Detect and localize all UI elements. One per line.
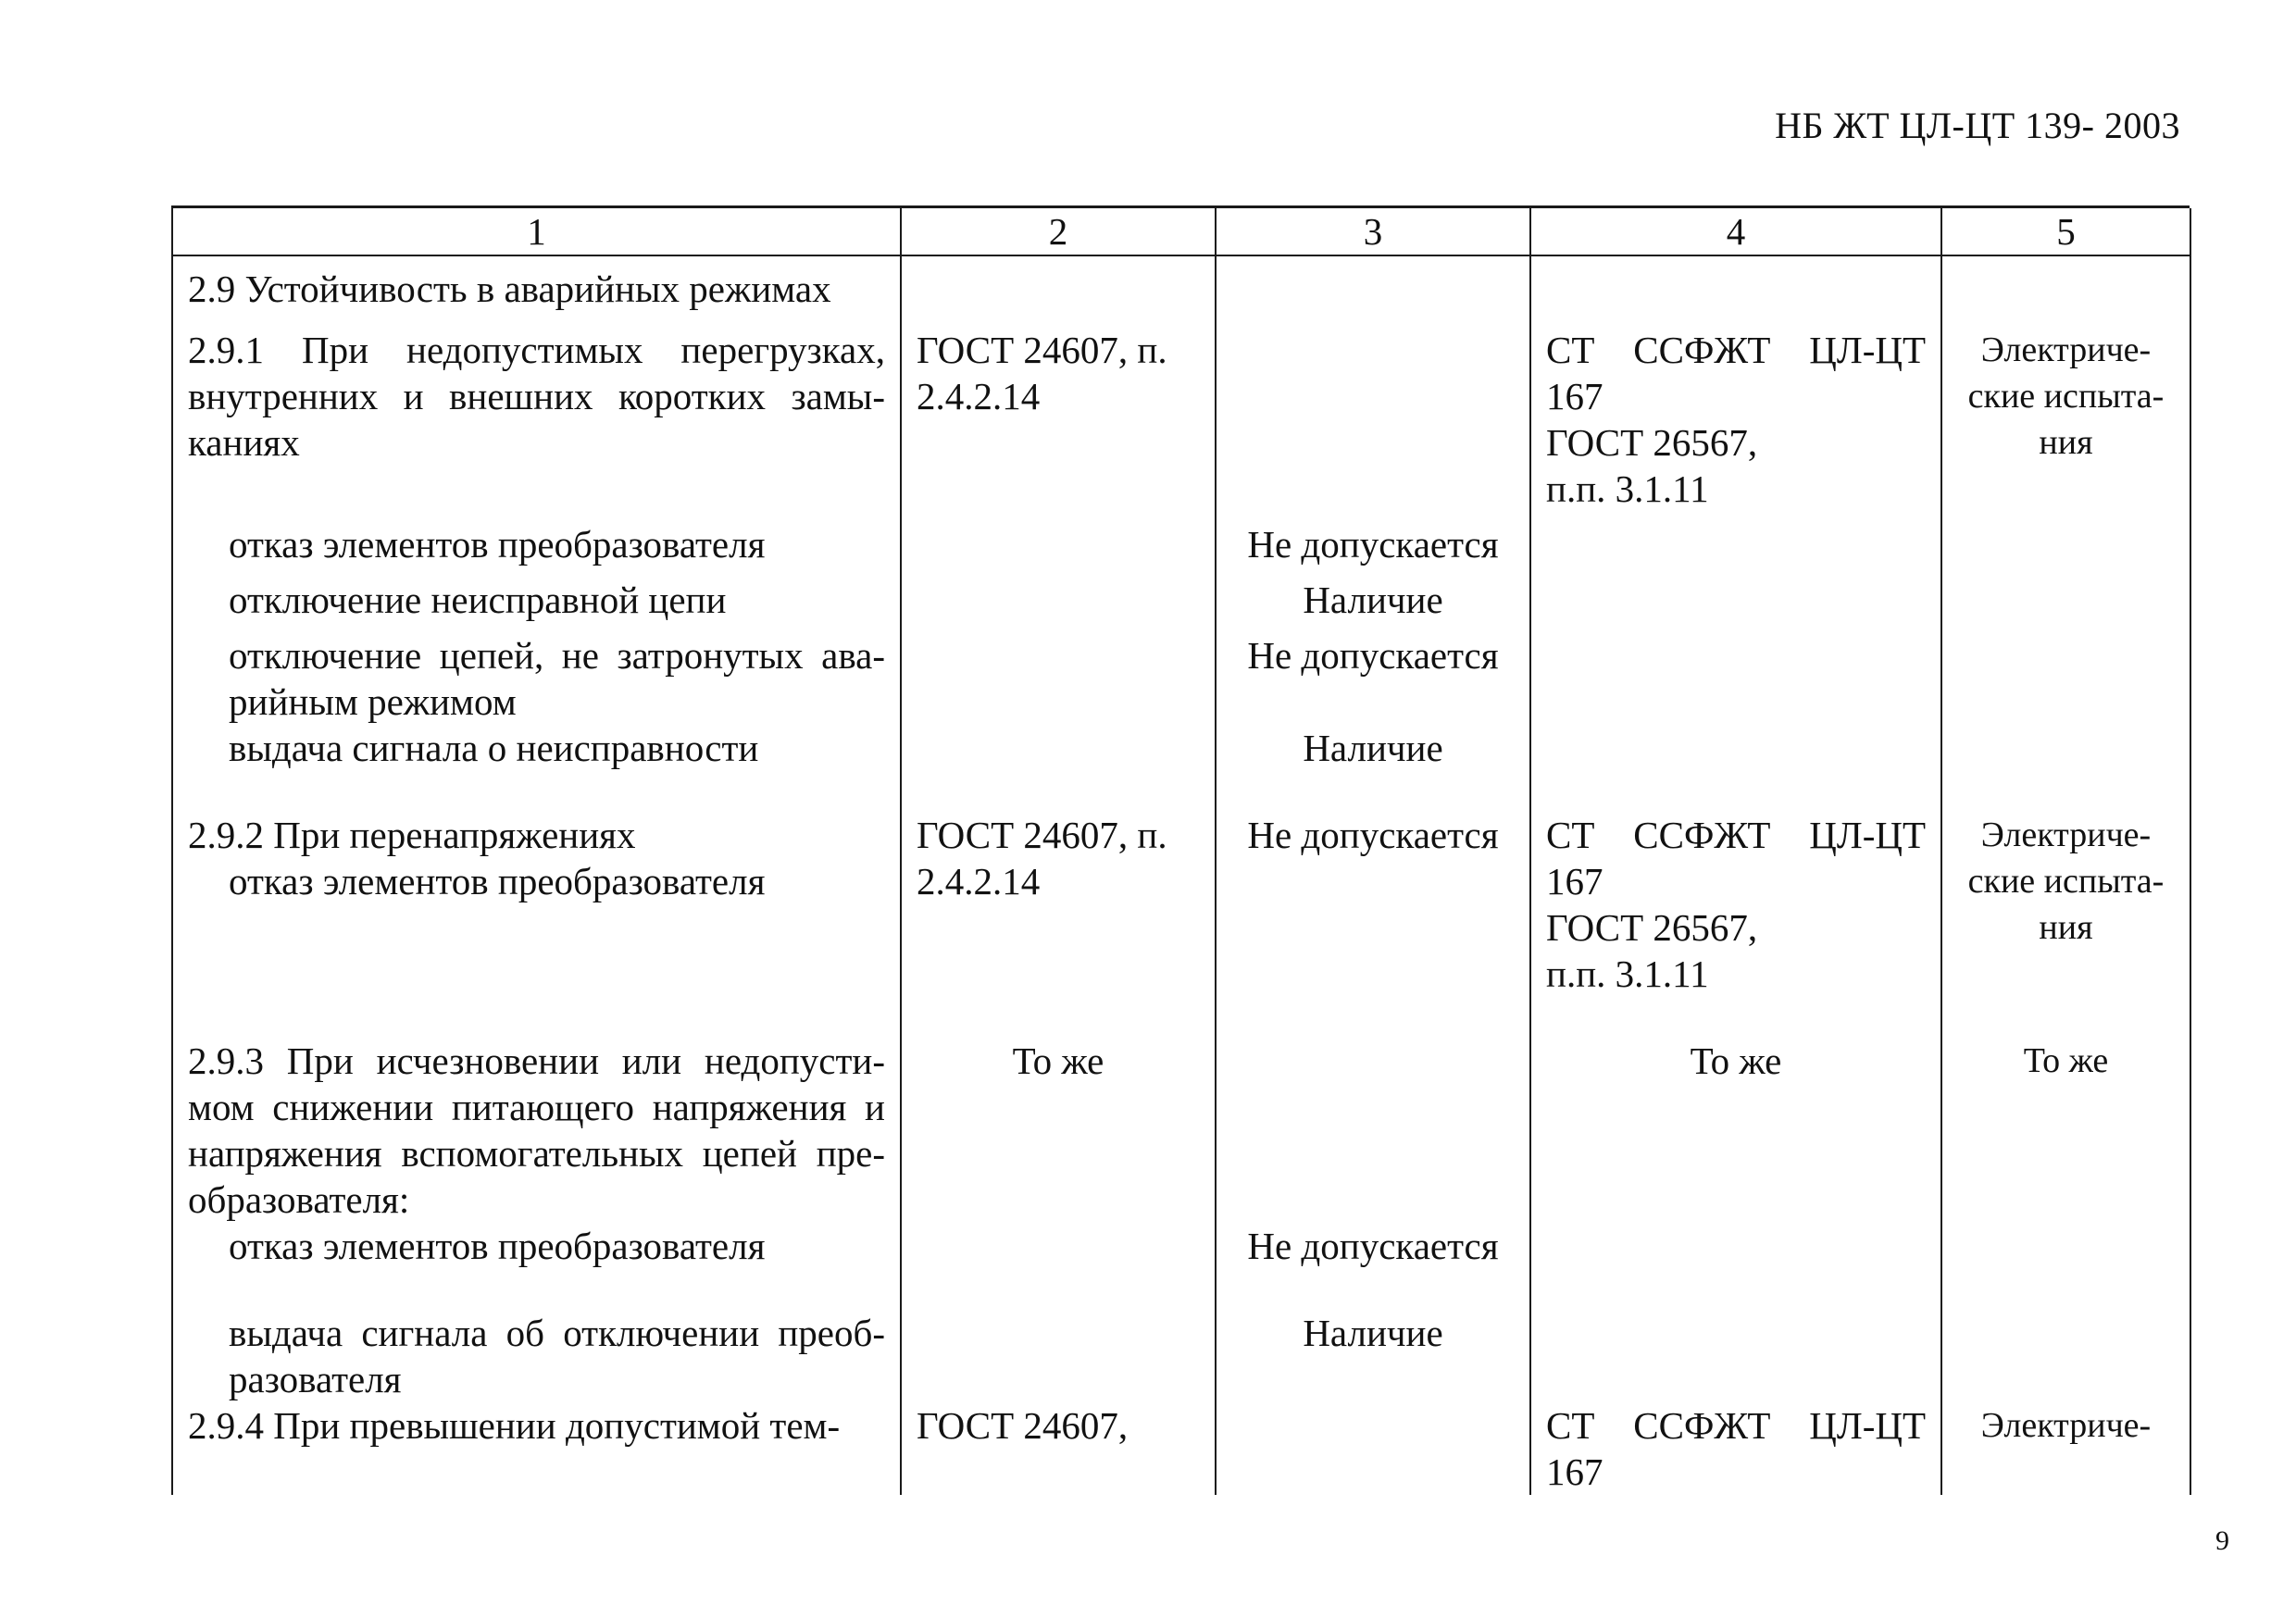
test-method-reference: То же	[1530, 997, 1941, 1223]
requirement-value: Не допускается	[1216, 771, 1530, 997]
standard-reference: ГОСТ 24607,	[901, 1402, 1216, 1495]
spec-table-container	[171, 205, 2190, 1493]
requirement-value: Не допускается	[1216, 1223, 1530, 1269]
test-method-reference: СТ ССФЖТ ЦЛ-ЦТ 167 ГОСТ 26567, п.п. 3.1.11	[1530, 312, 1941, 512]
table-row	[172, 255, 2190, 312]
test-type: То же	[1941, 997, 2190, 1223]
column-header-1: 1	[172, 208, 901, 255]
requirement-subitem: выдача сигнала об отключении преоб-разователя	[172, 1269, 901, 1402]
table-row	[172, 997, 2190, 1223]
requirement-value: Наличие	[1216, 725, 1530, 771]
requirement-value: Наличие	[1216, 567, 1530, 623]
requirement-subitem: отказ элементов преобразователя	[172, 512, 901, 567]
requirement-text: 2.9.4 При превышении допустимой тем-	[172, 1402, 901, 1495]
requirement-text: 2.9.3 При исчезновении или недопусти-мом снижении питающего напряжения и напряжения вспомогательных цепей пре-образователя:	[172, 997, 901, 1223]
table-row	[172, 512, 2190, 567]
table-row	[172, 725, 2190, 771]
table-row	[172, 1269, 2190, 1402]
standard-reference: ГОСТ 24607, п. 2.4.2.14	[901, 771, 1216, 997]
requirement-subitem: отказ элементов преобразователя	[172, 1223, 901, 1269]
requirement-text: 2.9.1 При недопустимых перегрузках, внутренних и внешних коротких замы-каниях	[172, 312, 901, 512]
test-method-reference: СТ ССФЖТ ЦЛ-ЦТ 167 ГОСТ 26567, п.п. 3.1.11	[1530, 771, 1941, 997]
document-code-header: НБ ЖТ ЦЛ-ЦТ 139- 2003	[1775, 105, 2180, 146]
column-header-3: 3	[1216, 208, 1530, 255]
requirement-subitem: выдача сигнала о неисправности	[172, 725, 901, 771]
column-header-2: 2	[901, 208, 1216, 255]
test-type: Электриче-ские испыта-ния	[1941, 771, 2190, 997]
spec-table	[171, 208, 2191, 1495]
section-title: 2.9 Устойчивость в аварийных режимах	[172, 255, 901, 312]
test-type: Электриче-ские испыта-ния	[1941, 312, 2190, 512]
standard-reference: То же	[901, 997, 1216, 1223]
table-row	[172, 312, 2190, 512]
column-number-row	[172, 208, 2190, 255]
requirement-value: Не допускается	[1216, 512, 1530, 567]
test-method-reference: СТ ССФЖТ ЦЛ-ЦТ 167	[1530, 1402, 1941, 1495]
table-row	[172, 623, 2190, 725]
requirement-subitem: отключение неисправной цепи	[172, 567, 901, 623]
column-header-5: 5	[1941, 208, 2190, 255]
requirement-value: Наличие	[1216, 1269, 1530, 1402]
requirement-text: 2.9.2 При перенапряжениях отказ элементов преобразователя	[172, 771, 901, 997]
test-type: Электриче-	[1941, 1402, 2190, 1495]
table-row	[172, 1223, 2190, 1269]
table-row	[172, 771, 2190, 997]
table-row	[172, 567, 2190, 623]
page-number: 9	[2215, 1525, 2229, 1556]
table-row	[172, 1402, 2190, 1495]
column-header-4: 4	[1530, 208, 1941, 255]
standard-reference: ГОСТ 24607, п. 2.4.2.14	[901, 312, 1216, 512]
requirement-subitem: отключение цепей, не затронутых ава-рийным режимом	[172, 623, 901, 725]
requirement-value: Не допускается	[1216, 623, 1530, 725]
